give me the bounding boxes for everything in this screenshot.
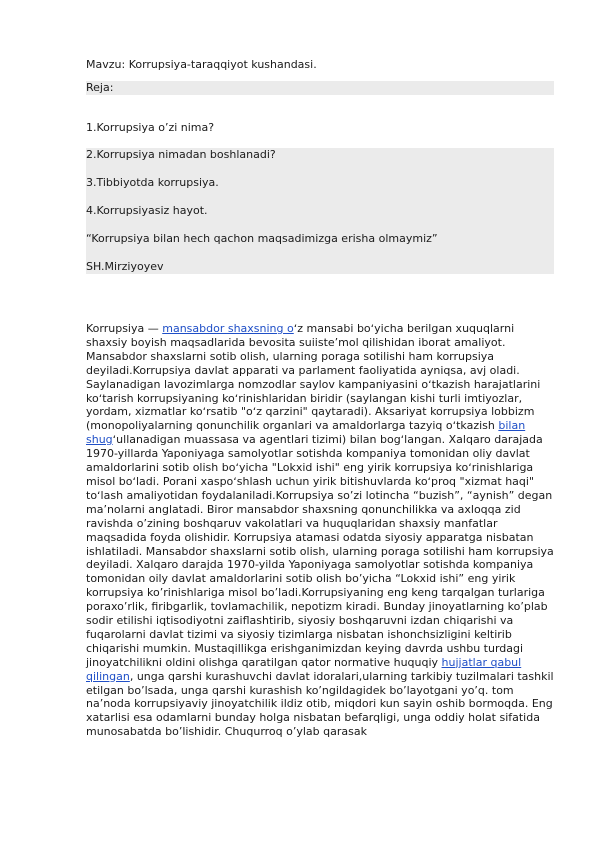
plan-item: 3.Tibbiyotda korrupsiya.	[86, 176, 219, 189]
bilan-shug-link[interactable]: bilan shug	[86, 419, 526, 447]
plan-item: 4.Korrupsiyasiz hayot.	[86, 204, 208, 217]
quote-author: SH.Mirziyoyev	[86, 260, 164, 273]
plan-heading: Reja:	[86, 81, 554, 95]
plan-item: 1.Korrupsiya o’zi nima?	[86, 121, 215, 134]
quote: “Korrupsiya bilan hech qachon maqsadimizga erisha olmaymiz”	[86, 232, 438, 245]
body-text-segment: , unga qarshi kurashuvchi davlat idoralari,ularning tarkibiy tuzilmalari tashkil etilgan bo’lsada, unga qarshi kurashish ko’ngildagidek bo’layotgani yo’q. tom na’noda korrupsiyaviy jinoyatchilik ildiz otib, miqdori kun sayin oshib bormoqda. Eng xatarlisi esa odamlarni bunday holga nisbatan befarqligi, unga oddiy holat sifatida munosabatda bo’lishidir. Chuqurroq o’ylab qarasak	[86, 669, 554, 739]
topic-title: Mavzu: Korrupsiya-taraqqiyot kushandasi.	[86, 58, 317, 71]
plan-item: 2.Korrupsiya nimadan boshlanadi?	[86, 148, 276, 161]
hujjatlar-link[interactable]: hujjatlar qabul qilingan	[86, 655, 522, 683]
body-paragraph	[86, 322, 554, 739]
body-text-segment: Korrupsiya —	[86, 322, 163, 335]
body-text-segment: ʻz mansabi boʻyicha berilgan xuquqlarni shaxsiy boyish maqsadlarida bevosita suiisteʼmol qilishidan iborat amaliyot. Mansabdor shaxslarni sotib olish, ularning poraga sotilishi ham korrupsiya deyiladi.Korrupsiya davlat apparati va parlament faoliyatida ayniqsa, avj oladi. Saylanadigan lavozimlarga nomzodlar saylov kampaniyasini oʻtkazish harajatlarini koʻtarish korrupsiyaning koʻrinishlaridan biridir (saylangan kishi turli imtiyozlar, yordam, xizmatlar koʻrsatib "oʻz qarzini" qaytaradi). Aksariyat korrupsiya lobbizm (monopoliyalarning qonunchilik organlari va amaldorlarga tazyiq oʻtkazish	[86, 322, 541, 433]
body-text-segment: ʻullanadigan muassasa va agentlari tizimi) bilan bogʻlangan. Xalqaro darajada 1970-yillarda Yaponiyaga samolyotlar sotishda kompaniya tomonidan oliy davlat amaldorlarini sotib olish boʻyicha "Lokxid ishi" eng yirik korrupsiya koʻrinishlariga misol boʻladi. Porani xaspoʻshlash uchun yirik bitishuvlarda koʻproq "xizmat haqi" toʻlash amaliyotidan foydalaniladi.Korrupsiya so’zi lotincha “buzish”, “aynish” degan ma’nolarni anglatadi. Biror mansabdor shaxsning qonunchilikka va axloqqa zid ravishda o’zining boshqaruv vakolatlari va huquqlaridan shaxsiy manfatlar maqsadida foyda olishidir. Korrupsiya atamasi odatda siyosiy apparatga nisbatan ishlatiladi. Mansabdor shaxslarni sotib olish, ularning poraga sotilishi ham korrupsiya deyiladi. Xalqaro darajda 1970-yilda Yaponiyaga samolyotlar sotishda kompaniya tomonidan oily davlat amaldorlarini sotib olish bo’yicha “Lokxid ishi” eng yirik korrupsiya ko’rinishlariga misol bo’ladi.Korrupsiyaning eng keng tarqalgan turlariga poraxo’rlik, firibgarlik, tovlamachilik, nepotizm kiradi. Bunday jinoyatlarning ko’plab sodir etilishi iqtisodiyotni zaiflashtirib, siyosiy boshqaruvni izdan chiqarishi va fuqarolarni davlat tizimi va siyosiy tizimlarga nisbatan ishonchsizligini keltirib chiqarishi mumkin. Mustaqillikga erishganimizdan keying davrda ushbu turdagi jinoyatchilikni oldini olishga qaratilgan qator normative huquqiy	[86, 433, 554, 669]
intro-section	[86, 58, 554, 274]
highlighted-block	[86, 148, 554, 274]
mansabdor-link[interactable]: mansabdor shaxsning o	[162, 322, 294, 335]
